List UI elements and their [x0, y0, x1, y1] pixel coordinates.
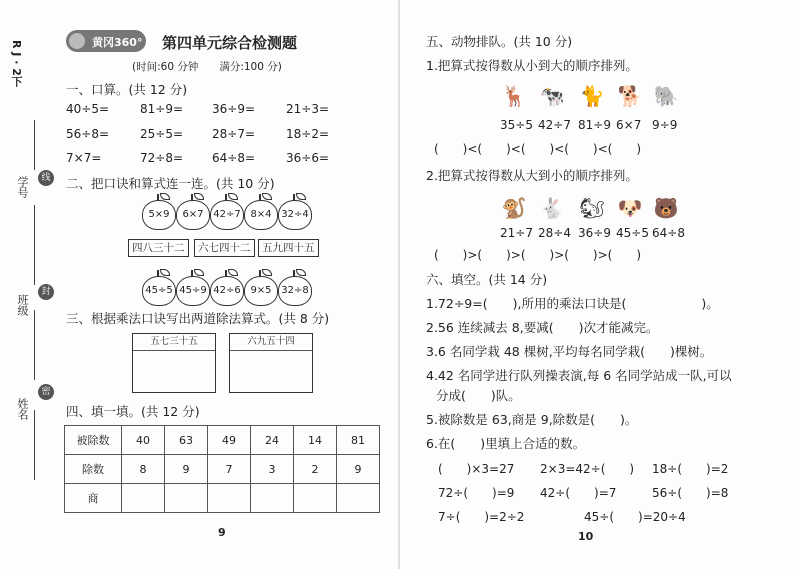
apple-card[interactable]: 42÷6 — [210, 276, 244, 306]
section-oral-heading: 一、口算。(共 12 分) — [66, 82, 188, 97]
class-label: 班级 — [16, 294, 29, 316]
fill-item: 6.在( )里填上合适的数。 — [426, 436, 586, 451]
rhyme-box[interactable]: 四八三十二 — [128, 239, 189, 257]
division-table — [64, 425, 380, 513]
section-fill-in-heading: 六、填空。(共 14 分) — [426, 272, 548, 287]
seal-mark-seal: 封 — [38, 284, 54, 300]
apple-card[interactable]: 9×5 — [244, 276, 278, 306]
apple-card[interactable]: 45÷5 — [142, 276, 176, 306]
edition-label: R J · 2下 — [10, 40, 23, 87]
table-row: 被除数 40 63 49 24 14 81 — [65, 426, 380, 455]
fill-blank[interactable]: ( )×3=27 — [438, 462, 515, 476]
rabbit-icon: 🐇 — [539, 196, 565, 220]
squirrel-icon: 🐿 — [579, 196, 605, 220]
left-page: R J · 2下 学号 线 班级 封 姓名 密 黄冈360° 第四单元综合检测题 (时间:60 分钟 满分:100 分) 一、口算。(共 12 分) 40÷5= 81÷9= 36÷9= 21÷3= 56÷8= 25÷5= 28÷7= 18÷2= 7×7= 72÷8= 64÷8= 36÷6= 二、把口诀和算式连一连。(共 10 分) 5×9 6×7 42÷7 8×4 32÷4 四八三十二 六七四十二 五九四十五 45÷5 45÷9 42÷6 9×5 32÷8 三、根据乘法口诀写出两道除法算式。(共 8 分) 五七三十五 六九五十四 四、填一填。(共 12 分) 被除数 40 63 49 24 14 81 除数 8 9 7 3 2 9 商 9 — [0, 0, 398, 569]
page-number: 10 — [578, 530, 594, 543]
fill-item: 1.72÷9=( ),所用的乘法口诀是( )。 — [426, 296, 719, 311]
puppy-icon: 🐶 — [617, 196, 643, 220]
fill-blank[interactable]: 18÷( )=2 — [652, 462, 729, 476]
mascot-icon — [69, 33, 85, 49]
fill-item: 3.6 名同学栽 48 棵树,平均每名同学栽( )棵树。 — [426, 344, 713, 359]
deer-icon: 🦌 — [501, 84, 527, 108]
student-id-label: 学号 — [16, 176, 29, 198]
cat-icon: 🐈 — [579, 84, 605, 108]
exam-info: (时间:60 分钟 满分:100 分) — [132, 61, 282, 73]
apple-card[interactable]: 42÷7 — [210, 200, 244, 230]
publisher-logo: 黄冈360° — [66, 30, 146, 52]
elephant-icon: 🐘 — [653, 84, 679, 108]
fill-blank[interactable]: 2×3=42÷( ) — [540, 462, 635, 476]
bear-icon: 🐻 — [653, 196, 679, 220]
page-title: 第四单元综合检测题 — [162, 34, 298, 52]
answer-descending[interactable]: ( )>( )>( )>( )>( ) — [434, 248, 642, 262]
fill-item: 2.56 连续减去 8,要减( )次才能减完。 — [426, 320, 659, 335]
question-ascending: 1.把算式按得数从小到大的顺序排列。 — [426, 58, 638, 73]
answer-ascending[interactable]: ( )<( )<( )<( )<( ) — [434, 142, 642, 156]
fill-blank[interactable]: 45÷( )=20÷4 — [584, 510, 686, 524]
table-row: 除数 8 9 7 3 2 9 — [65, 455, 380, 484]
apple-card[interactable]: 6×7 — [176, 200, 210, 230]
division-box[interactable]: 六九五十四 — [229, 333, 313, 393]
fill-blank[interactable]: 42÷( )=7 — [540, 486, 617, 500]
fill-item: 4.42 名同学进行队列操表演,每 6 名同学站成一队,可以 — [426, 368, 732, 383]
question-descending: 2.把算式按得数从大到小的顺序排列。 — [426, 168, 638, 183]
fill-blank[interactable]: 72÷( )=9 — [438, 486, 515, 500]
monkey-icon: 🐒 — [501, 196, 527, 220]
apple-card[interactable]: 8×4 — [244, 200, 278, 230]
apple-card[interactable]: 32÷4 — [278, 200, 312, 230]
fill-blank[interactable]: 56÷( )=8 — [652, 486, 729, 500]
section-division-heading: 三、根据乘法口诀写出两道除法算式。(共 8 分) — [66, 311, 330, 326]
apple-card[interactable]: 5×9 — [142, 200, 176, 230]
name-label: 姓名 — [16, 398, 29, 420]
fill-blank[interactable]: 7÷( )=2÷2 — [438, 510, 525, 524]
section-match-heading: 二、把口诀和算式连一连。(共 10 分) — [66, 176, 275, 191]
rhyme-box[interactable]: 六七四十二 — [194, 239, 255, 257]
seal-mark-dense: 密 — [38, 384, 54, 400]
section-animals-heading: 五、动物排队。(共 10 分) — [426, 34, 573, 49]
dog-icon: 🐕 — [617, 84, 643, 108]
rhyme-box[interactable]: 五九四十五 — [258, 239, 319, 257]
section-fill-heading: 四、填一填。(共 12 分) — [66, 404, 200, 419]
table-row: 商 — [65, 484, 380, 513]
apple-card[interactable]: 32÷8 — [278, 276, 312, 306]
fill-item: 5.被除数是 63,商是 9,除数是( )。 — [426, 412, 638, 427]
fill-item: 分成( )队。 — [436, 388, 521, 403]
right-page: 五、动物排队。(共 10 分) 1.把算式按得数从小到大的顺序排列。 🦌 🐄 🐈 🐕 🐘 35÷5 42÷7 81÷9 6×7 9÷9 ( )<( )<( )<( )<( ) 2.把算式按得数从大到小的顺序排列。 🐒 🐇 🐿 🐶 🐻 21÷7 28÷4 36÷9 45÷5 64÷8 ( )>( )>( )>( )>( ) 六、填空。(共 14 分) 1.72÷9=( ),所用的乘法口诀是( )。 2.56 连续减去 8,要减( )次才能减完。 3.6 名同学栽 48 棵树,平均每名同学栽( )棵树。 4.42 名同学进行队列操表演,每 6 名同学站成一队,可以 分成( )队。 5.被除数是 63,商是 9,除数是( )。 6.在( )里填上合适的数。 ( )×3=27 2×3=42÷( ) 18÷( )=2 72÷( )=9 42÷( )=7 56÷( )=8 7÷( )=2÷2 45÷( )=20÷4 10 — [400, 0, 800, 569]
apple-card[interactable]: 45÷9 — [176, 276, 210, 306]
page-number: 9 — [218, 526, 226, 539]
cow-icon: 🐄 — [539, 84, 565, 108]
seal-mark-line: 线 — [38, 170, 54, 186]
division-box[interactable]: 五七三十五 — [132, 333, 216, 393]
